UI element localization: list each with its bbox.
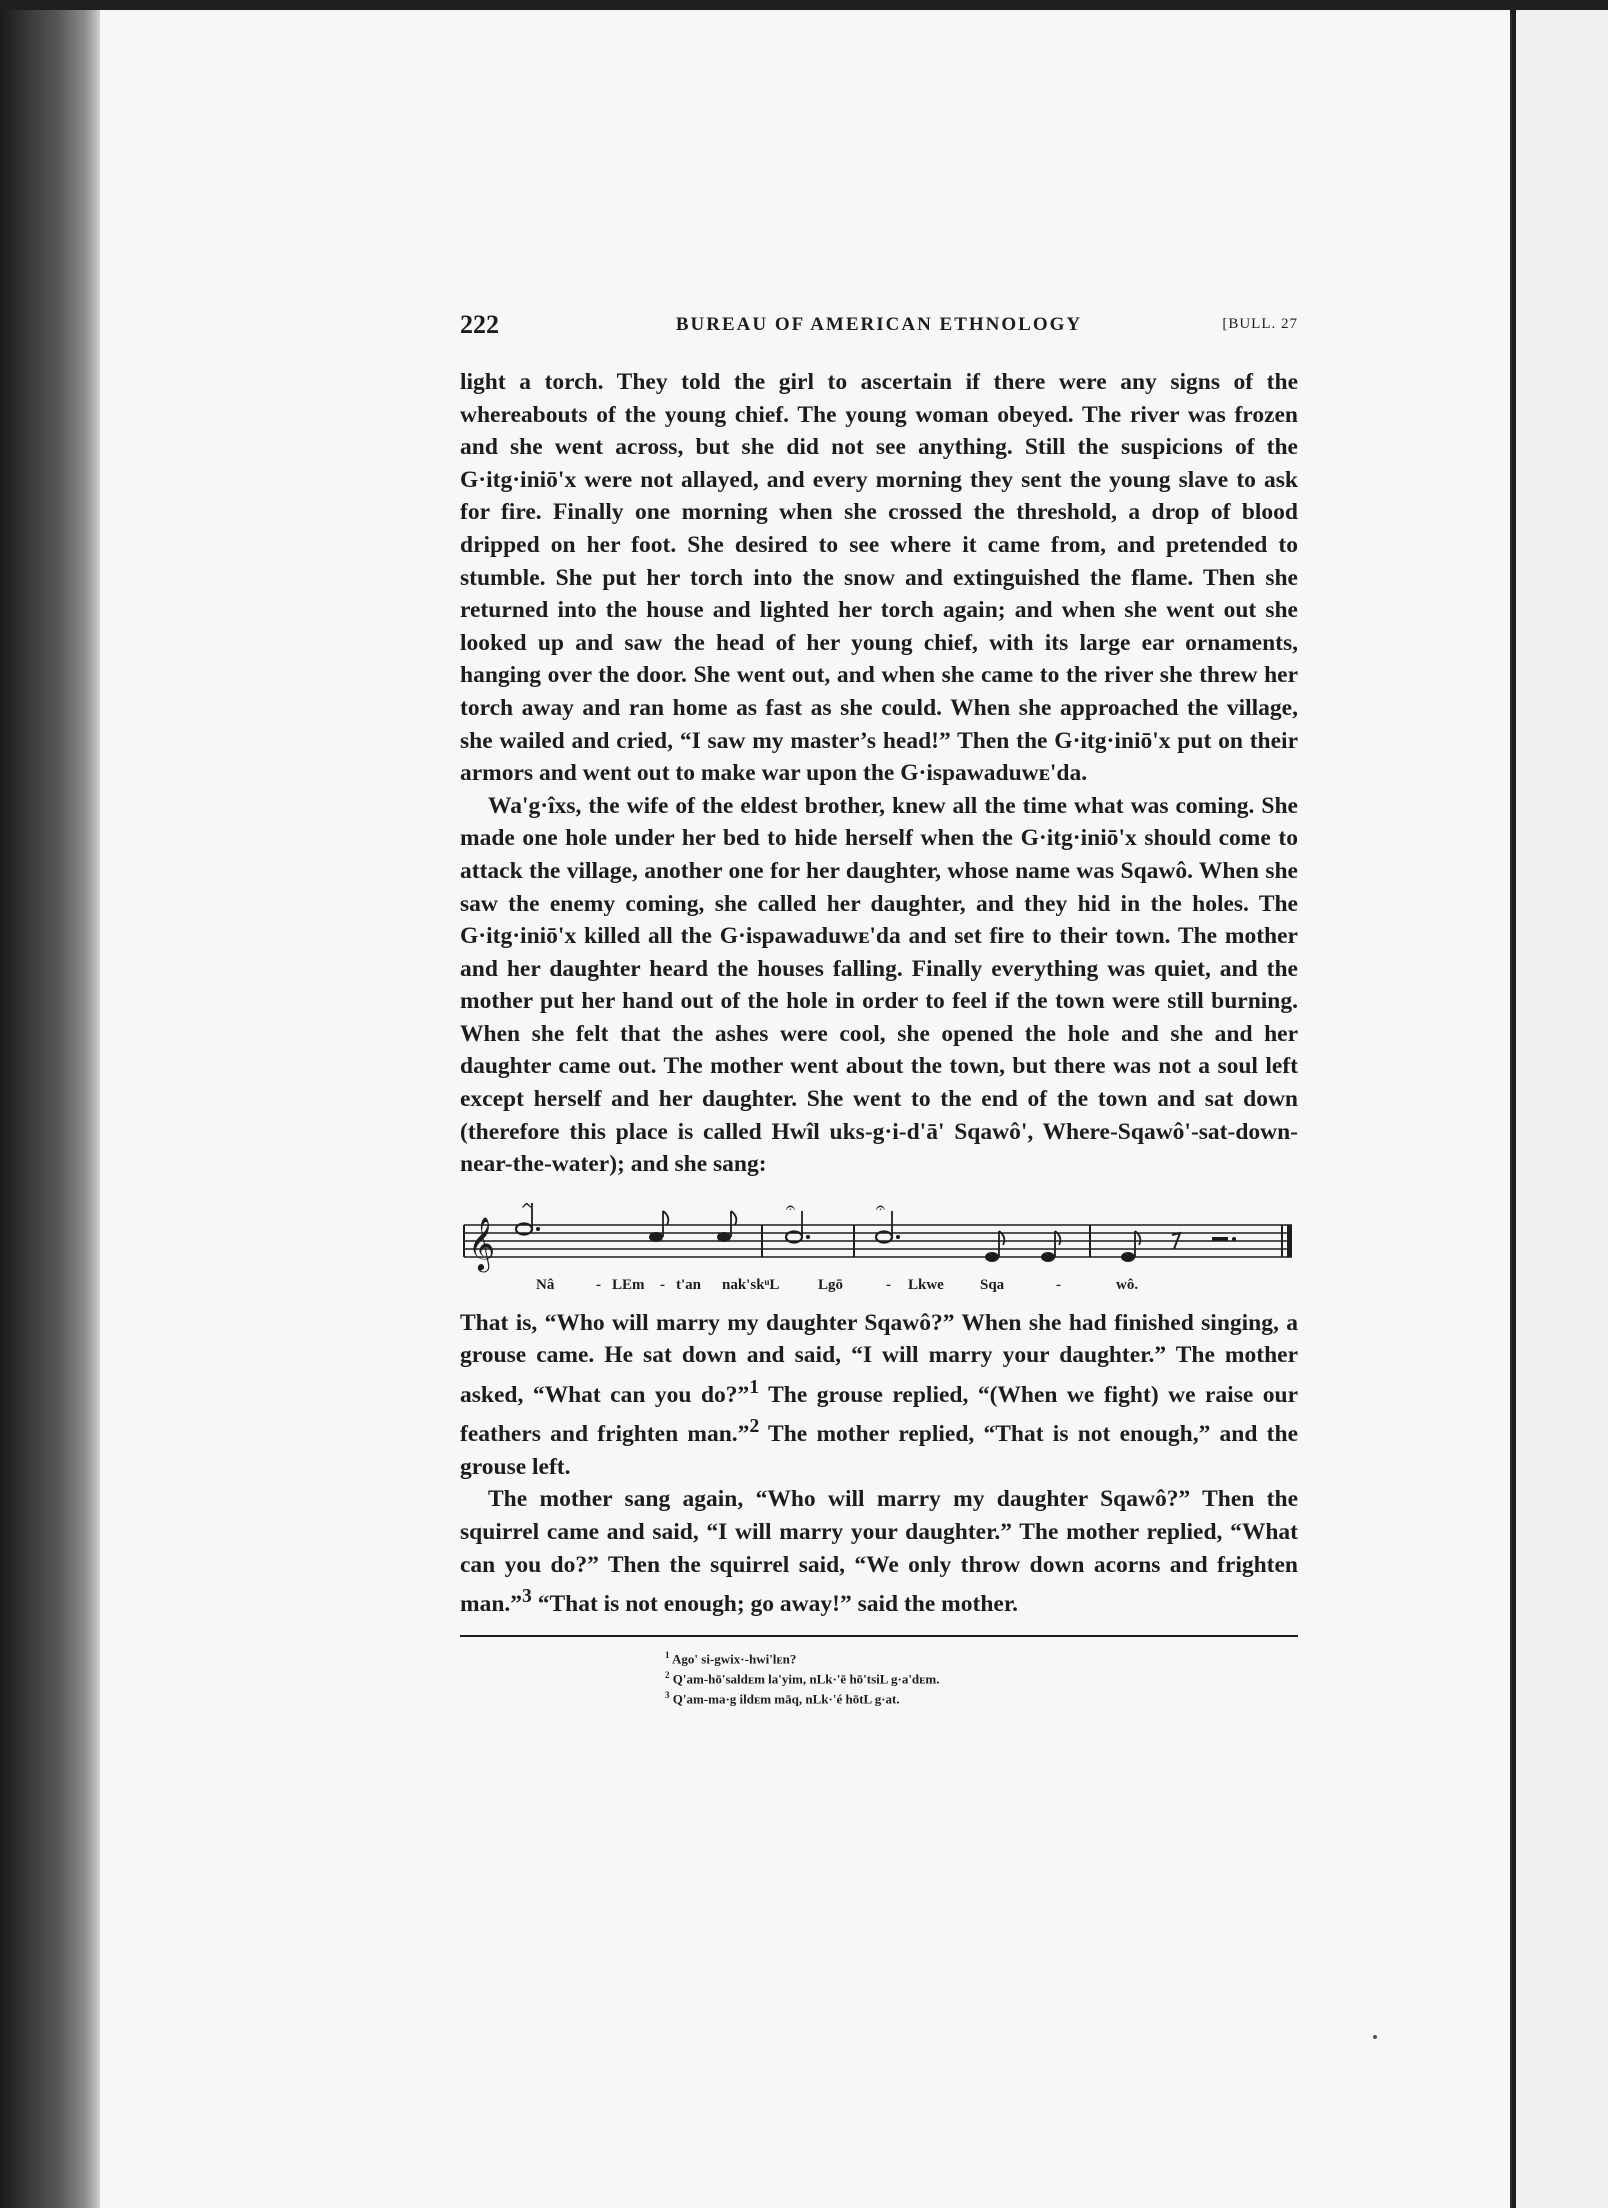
paragraph-4-text: The mother sang again, “Who will marry my daughter Sqawô?” Then the squirrel came and said, “I will marry your daughter.” The mother replied, “What can you do?” Then the squirrel said, “We only throw down acorns and frighten man.”	[460, 1486, 1298, 1618]
footnote-2: $^2$ Q'am-hō'saldᴇm la'yim, nLk·'ē hō'tsiL g·a'dᴇm.	[665, 1670, 940, 1687]
running-head	[460, 310, 1298, 350]
music-staff	[460, 1185, 1298, 1277]
paragraph-3-text: The grouse replied, “(When we fight) we raise our feathers and frighten man.”	[460, 1381, 1298, 1448]
lyric-hyphen: -	[660, 1276, 665, 1293]
lyric-syllable: Nâ	[536, 1276, 555, 1293]
lyric-hyphen: -	[1056, 1276, 1061, 1293]
lyric-syllable: LEm	[612, 1276, 645, 1293]
page-content	[460, 310, 1298, 1708]
next-page-edge	[1516, 10, 1608, 2208]
footnote-ref: 3	[522, 1586, 532, 1608]
paragraph-3	[460, 1307, 1298, 1484]
accent-mark-icon: ^	[520, 1199, 534, 1219]
lyric-syllable: nak'skᵘL	[722, 1276, 780, 1293]
lyric-syllable: t'an	[676, 1276, 702, 1293]
page-number: 222	[460, 310, 499, 339]
lyric-hyphen: -	[886, 1276, 891, 1293]
footnote-3: $^3$ Q'am-ma·g ildᴇm māq, nLk·'é hōtL g·at.	[665, 1690, 900, 1707]
footnote-ref: 1	[749, 1377, 760, 1399]
lyric-syllable: Lgō	[818, 1276, 844, 1293]
treble-clef-icon: 𝄞	[468, 1215, 496, 1270]
lyric-syllable: wô.	[1116, 1276, 1139, 1293]
paragraph-4-text: “That is not enough; go away!” said the mother.	[531, 1591, 1018, 1618]
paragraph-1: light a torch. They told the girl to ascertain if there were any signs of the whereabouts of the young chief. The young woman obeyed. The river was frozen and she went across, but she did not see anything. Still the suspicions of the G·itg·iniō'x were not allayed, and every morning they sent the young slave to ask for fire. Finally one morning when she crossed the threshold, a drop of blood dripped on her foot. She desired to see where it came from, and pretended to stumble. She put her torch into the snow and extinguished the flame. Then she returned into the house and lighted her torch again; and when she went out she looked up and saw the head of her young chief, with its large ear ornaments, hanging over the door. She went out, and when she came to the river she threw her torch away and ran home as fast as she could. When she approached the village, she wailed and cried, “I saw my master’s head!” Then the G·itg·iniō'x put on their armors and went out to make war upon the G·ispawaduwᴇ'da.	[460, 369, 1298, 787]
lyric-syllable: Lkwe	[908, 1276, 944, 1293]
footnote-divider	[460, 1635, 1298, 1637]
final-barline	[1287, 1225, 1292, 1257]
paragraph-2: Wa'g·îxs, the wife of the eldest brother, knew all the time what was coming. She made one hole under her bed to hide herself when the G·itg·iniō'x should come to attack the village, another one for her daughter, whose name was Sqawô. When she saw the enemy coming, she called her daughter, and they hid in the holes. The G·itg·iniō'x killed all the G·ispawaduwᴇ'da and set fire to their town. The mother and her daughter heard the houses falling. Finally everything was quiet, and the mother put her hand out of the hole in order to feel if the town were still burning. When she felt that the ashes were cool, she opened the hole and she and her daughter came out. The mother went about the town, but there was not a soul left except herself and her daughter. She went to the end of the town and sat down (therefore this place is called Hwîl uks-g·i-d'ā' Sqawô', Where-Sqawô'-sat-down-near-the-water); and she sang:	[460, 792, 1298, 1178]
lyric-syllable: Sqa	[980, 1276, 1005, 1293]
paragraph-3-text: The mother replied, “That is not enough,” and the grouse left.	[460, 1421, 1298, 1480]
footnotes	[665, 1647, 1298, 1708]
running-head-title: BUREAU OF AMERICAN ETHNOLOGY	[675, 314, 1083, 335]
paper-speck	[1373, 2035, 1377, 2039]
book-spine	[0, 10, 100, 2208]
music-notation	[460, 1185, 1298, 1277]
song-lyrics	[460, 1277, 1298, 1303]
paragraph-4	[460, 1483, 1298, 1620]
bulletin-label: [BULL. 27	[1222, 316, 1298, 332]
fermata-icon: 𝄐	[876, 1197, 885, 1217]
footnote-ref: 2	[749, 1416, 760, 1438]
lyric-hyphen: -	[596, 1276, 601, 1293]
fermata-icon: 𝄐	[786, 1197, 795, 1217]
paragraph-3-text: That is, “Who will marry my daughter Sqawô?” When she had finished singing, a grouse came. He sat down and said, “I will marry your daughter.” The mother asked, “What can you do?”	[460, 1309, 1298, 1408]
footnote-1: $^1$ Ago' si-gwix·-hwi'lᴇn?	[665, 1649, 797, 1666]
